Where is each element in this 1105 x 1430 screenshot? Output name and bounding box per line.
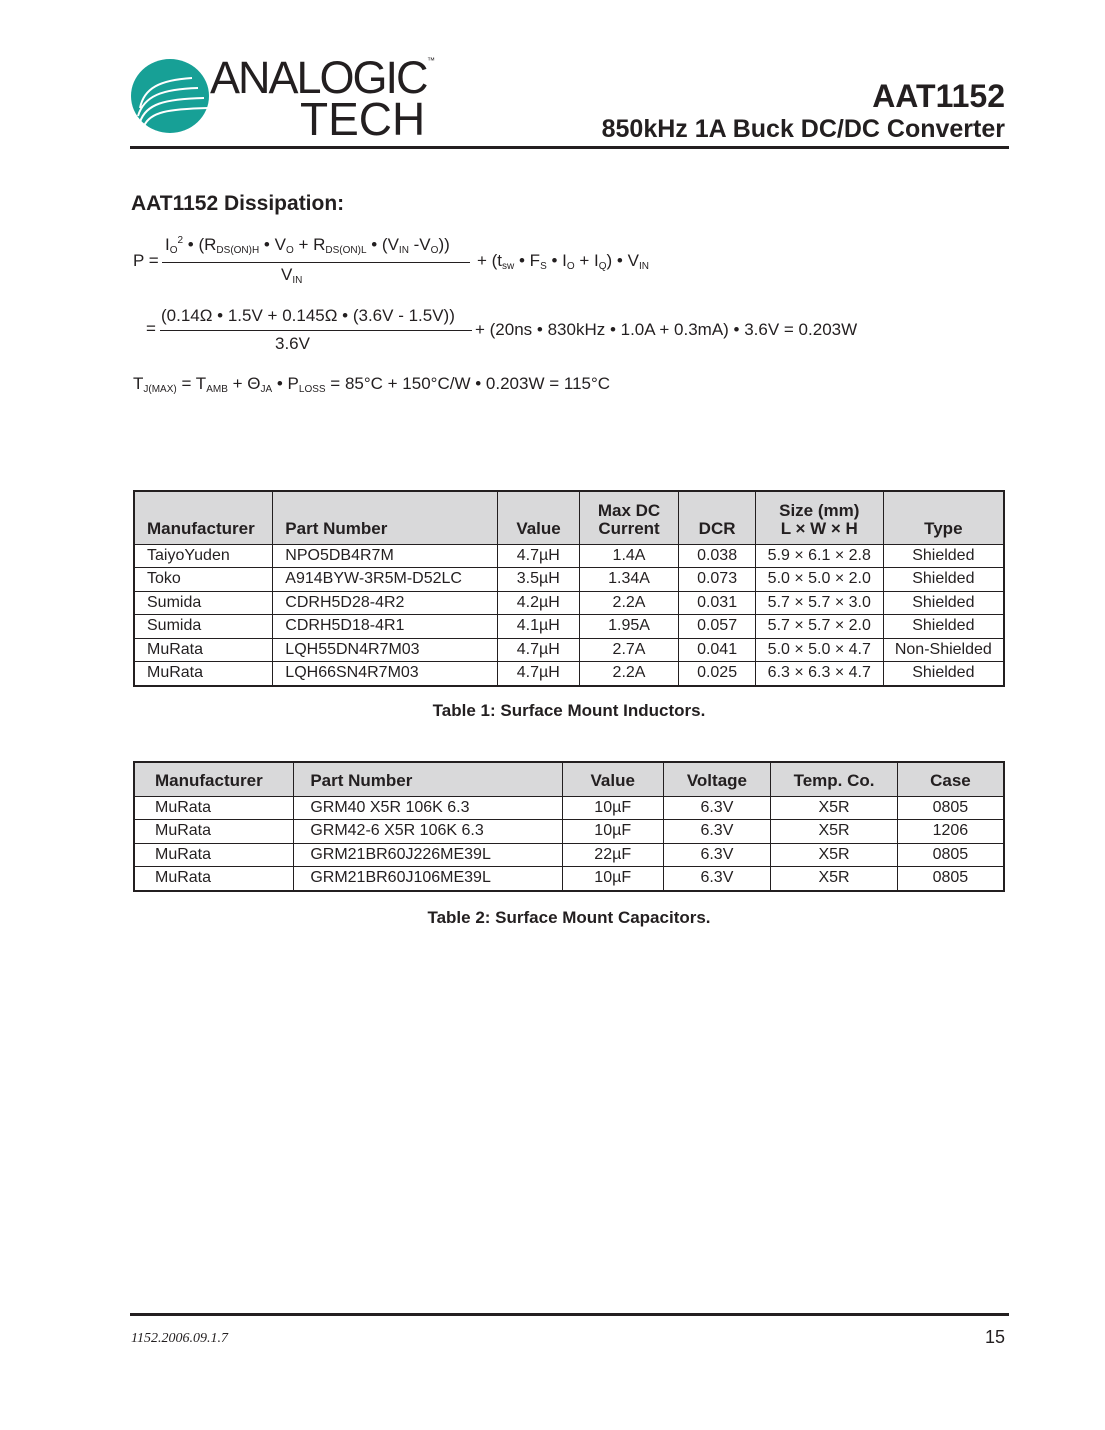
document-subtitle: 850kHz 1A Buck DC/DC Converter	[601, 115, 1005, 143]
cell-value: 10µF	[562, 796, 663, 820]
company-logo	[128, 52, 440, 145]
logo-wordmark-tech: TECH	[300, 93, 426, 145]
eq1-denominator: $V_{IN}$	[281, 265, 303, 286]
footer-divider	[130, 1313, 1009, 1316]
cell-manufacturer: MuRata	[134, 820, 294, 844]
cell-size: 5.7 × 5.7 × 3.0	[755, 591, 883, 615]
eq1-tail: + ($t_{sw}$ • $F_S$ • $I_O + I_Q$) • $V_{IN}$	[477, 251, 649, 272]
cell-value: 10µF	[562, 867, 663, 891]
table2-caption: Table 2: Surface Mount Capacitors.	[427, 908, 711, 927]
cell-part-number: LQH55DN4R7M03	[273, 638, 498, 662]
section-title: AAT1152 Dissipation:	[131, 192, 345, 215]
inductor-table	[133, 490, 1005, 687]
cell-case: 1206	[897, 820, 1004, 844]
cell-manufacturer: Sumida	[134, 615, 273, 639]
header-divider	[130, 146, 1009, 149]
eq1-numerator: $I_O^2$ • ($R_{DS(ON)H}$ • $V_O + R_{DS(ON)L}$ • ($V_{IN}$ $-V_O$))	[165, 235, 450, 256]
cell-type: Shielded	[883, 568, 1004, 592]
eq1-lhs: P =	[133, 251, 159, 270]
cell-case: 0805	[897, 867, 1004, 891]
cell-temp-co: X5R	[771, 796, 898, 820]
cell-part-number: A914BYW-3R5M-D52LC	[273, 568, 498, 592]
cell-part-number: GRM21BR60J106ME39L	[294, 867, 563, 891]
cell-temp-co: X5R	[771, 867, 898, 891]
cell-dcr: 0.025	[679, 662, 756, 686]
col-value: Value	[562, 762, 663, 796]
cell-manufacturer: MuRata	[134, 662, 273, 686]
cell-part-number: GRM21BR60J226ME39L	[294, 843, 563, 867]
cell-value: 4.7µH	[497, 544, 579, 568]
col-type: Type	[883, 491, 1004, 544]
cell-type: Shielded	[883, 662, 1004, 686]
table-row	[134, 843, 1004, 867]
cell-part-number: CDRH5D28-4R2	[273, 591, 498, 615]
table-row	[134, 591, 1004, 615]
table-row	[134, 662, 1004, 686]
cell-case: 0805	[897, 843, 1004, 867]
logo-emblem-icon	[130, 58, 210, 134]
cell-max-current: 2.2A	[579, 662, 679, 686]
cell-voltage: 6.3V	[663, 796, 771, 820]
table-header-row	[134, 491, 1004, 544]
cell-type: Shielded	[883, 615, 1004, 639]
cell-part-number: GRM42-6 X5R 106K 6.3	[294, 820, 563, 844]
cell-dcr: 0.038	[679, 544, 756, 568]
table-row	[134, 820, 1004, 844]
cell-max-current: 1.34A	[579, 568, 679, 592]
col-voltage: Voltage	[663, 762, 771, 796]
cell-dcr: 0.057	[679, 615, 756, 639]
cell-case: 0805	[897, 796, 1004, 820]
cell-type: Shielded	[883, 591, 1004, 615]
col-manufacturer: Manufacturer	[134, 762, 294, 796]
cell-size: 5.0 × 5.0 × 4.7	[755, 638, 883, 662]
cell-max-current: 1.4A	[579, 544, 679, 568]
eq2-numerator: (0.14Ω • 1.5V + 0.145Ω • (3.6V - 1.5V))	[161, 306, 455, 325]
capacitor-table	[133, 761, 1005, 892]
cell-manufacturer: Sumida	[134, 591, 273, 615]
eq3-junction-temperature: $T_{J(MAX)} = T_{AMB} + \Theta_{JA}$ • $P_{LOSS} = 85^\circ C + 150^\circ C/W$ • 0.203W = 115°C	[133, 374, 611, 395]
col-size: Size (mm) L × W × H	[755, 491, 883, 544]
cell-max-current: 2.7A	[579, 638, 679, 662]
cell-part-number: CDRH5D18-4R1	[273, 615, 498, 639]
cell-dcr: 0.031	[679, 591, 756, 615]
eq2-tail: + (20ns • 830kHz • 1.0A + 0.3mA) • 3.6V = 0.203W	[475, 320, 858, 339]
cell-max-current: 1.95A	[579, 615, 679, 639]
cell-value: 4.2µH	[497, 591, 579, 615]
cell-dcr: 0.073	[679, 568, 756, 592]
cell-part-number: LQH66SN4R7M03	[273, 662, 498, 686]
eq2-denominator: 3.6V	[275, 334, 310, 353]
logo-trademark: ™	[427, 56, 435, 65]
eq1-fraction-bar	[162, 262, 470, 263]
cell-manufacturer: TaiyoYuden	[134, 544, 273, 568]
col-manufacturer: Manufacturer	[134, 491, 273, 544]
cell-size: 5.0 × 5.0 × 2.0	[755, 568, 883, 592]
cell-value: 4.1µH	[497, 615, 579, 639]
logo-wordmark-analogic: ANALOGIC	[210, 52, 427, 103]
cell-manufacturer: Toko	[134, 568, 273, 592]
cell-temp-co: X5R	[771, 843, 898, 867]
col-max-dc-current: Max DC Current	[579, 491, 679, 544]
table-row	[134, 568, 1004, 592]
cell-manufacturer: MuRata	[134, 843, 294, 867]
cell-voltage: 6.3V	[663, 820, 771, 844]
cell-temp-co: X5R	[771, 820, 898, 844]
col-part-number: Part Number	[273, 491, 498, 544]
page-number: 15	[984, 1327, 1005, 1347]
table-row	[134, 615, 1004, 639]
cell-dcr: 0.041	[679, 638, 756, 662]
cell-value: 4.7µH	[497, 662, 579, 686]
table1-caption: Table 1: Surface Mount Inductors.	[432, 701, 706, 720]
cell-max-current: 2.2A	[579, 591, 679, 615]
cell-size: 5.7 × 5.7 × 2.0	[755, 615, 883, 639]
document-code: 1152.2006.09.1.7	[131, 1331, 228, 1346]
cell-manufacturer: MuRata	[134, 867, 294, 891]
col-part-number: Part Number	[294, 762, 563, 796]
cell-part-number: NPO5DB4R7M	[273, 544, 498, 568]
cell-size: 5.9 × 6.1 × 2.8	[755, 544, 883, 568]
cell-manufacturer: MuRata	[134, 796, 294, 820]
cell-value: 22µF	[562, 843, 663, 867]
cell-voltage: 6.3V	[663, 843, 771, 867]
cell-voltage: 6.3V	[663, 867, 771, 891]
document-title: AAT1152	[872, 78, 1005, 114]
cell-type: Non-Shielded	[883, 638, 1004, 662]
col-value: Value	[497, 491, 579, 544]
cell-manufacturer: MuRata	[134, 638, 273, 662]
cell-value: 10µF	[562, 820, 663, 844]
table-row	[134, 638, 1004, 662]
eq2-lhs: =	[146, 319, 156, 338]
table-header-row	[134, 762, 1004, 796]
col-case: Case	[897, 762, 1004, 796]
col-dcr: DCR	[679, 491, 756, 544]
table-row	[134, 544, 1004, 568]
cell-type: Shielded	[883, 544, 1004, 568]
table-row	[134, 867, 1004, 891]
eq2-fraction-bar	[160, 330, 472, 331]
cell-value: 3.5µH	[497, 568, 579, 592]
cell-part-number: GRM40 X5R 106K 6.3	[294, 796, 563, 820]
col-temp-co: Temp. Co.	[771, 762, 898, 796]
cell-value: 4.7µH	[497, 638, 579, 662]
table-row	[134, 796, 1004, 820]
cell-size: 6.3 × 6.3 × 4.7	[755, 662, 883, 686]
